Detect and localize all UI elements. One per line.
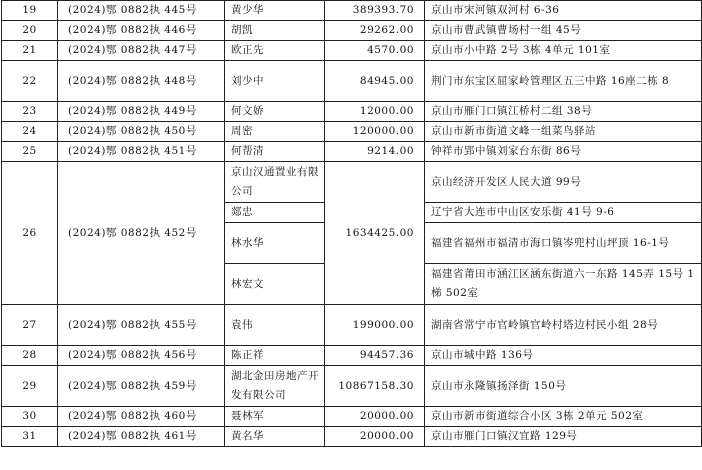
address: 福建省福州市福清市海口镇岑兜村山坪顶 16-1号 bbox=[425, 223, 702, 264]
case-number: (2024)鄂 0882执 446号 bbox=[58, 21, 225, 41]
party-name: 何帮清 bbox=[225, 142, 325, 162]
case-number: (2024)鄂 0882执 445号 bbox=[58, 1, 225, 21]
address: 福建省莆田市涵江区涵东街道六一东路 145弄 15号 1梯 502室 bbox=[425, 264, 702, 305]
party-name: 黄名华 bbox=[225, 427, 325, 447]
row-number: 24 bbox=[2, 122, 58, 142]
amount: 84945.00 bbox=[325, 61, 425, 102]
case-number: (2024)鄂 0882执 448号 bbox=[58, 61, 225, 102]
address: 京山经济开发区人民大道 99号 bbox=[425, 162, 702, 203]
party-name: 聂林军 bbox=[225, 407, 325, 427]
amount: 199000.00 bbox=[325, 305, 425, 346]
case-number: (2024)鄂 0882执 461号 bbox=[58, 427, 225, 447]
party-name: 袁伟 bbox=[225, 305, 325, 346]
amount: 20000.00 bbox=[325, 427, 425, 447]
amount: 1634425.00 bbox=[325, 162, 425, 305]
table-row bbox=[2, 162, 702, 203]
table-row bbox=[2, 102, 702, 122]
address: 辽宁省大连市中山区安乐街 41号 9-6 bbox=[425, 203, 702, 223]
table-row bbox=[2, 1, 702, 21]
amount: 10867158.30 bbox=[325, 366, 425, 407]
case-number: (2024)鄂 0882执 452号 bbox=[58, 162, 225, 305]
party-name: 周密 bbox=[225, 122, 325, 142]
case-number: (2024)鄂 0882执 450号 bbox=[58, 122, 225, 142]
case-number: (2024)鄂 0882执 456号 bbox=[58, 346, 225, 366]
row-number: 31 bbox=[2, 427, 58, 447]
table-row bbox=[2, 366, 702, 407]
table-row bbox=[2, 21, 702, 41]
party-name: 林宏文 bbox=[225, 264, 325, 305]
enforcement-case-table bbox=[1, 0, 702, 447]
table-row bbox=[2, 61, 702, 102]
case-number: (2024)鄂 0882执 449号 bbox=[58, 102, 225, 122]
party-name: 林水华 bbox=[225, 223, 325, 264]
party-name: 陈正祥 bbox=[225, 346, 325, 366]
address: 京山市永隆镇扬泽街 150号 bbox=[425, 366, 702, 407]
party-name: 何文娇 bbox=[225, 102, 325, 122]
row-number: 20 bbox=[2, 21, 58, 41]
case-number: (2024)鄂 0882执 451号 bbox=[58, 142, 225, 162]
address: 京山市雁门口镇江桥村二组 38号 bbox=[425, 102, 702, 122]
address: 京山市宋河镇双河村 6-36 bbox=[425, 1, 702, 21]
table-row bbox=[2, 346, 702, 366]
party-name: 刘少中 bbox=[225, 61, 325, 102]
party-name: 黄少华 bbox=[225, 1, 325, 21]
amount: 20000.00 bbox=[325, 407, 425, 427]
party-name: 湖北金田房地产开发有限公司 bbox=[225, 366, 325, 407]
case-number: (2024)鄂 0882执 460号 bbox=[58, 407, 225, 427]
row-number: 21 bbox=[2, 41, 58, 61]
row-number: 27 bbox=[2, 305, 58, 346]
table-row bbox=[2, 41, 702, 61]
table-row bbox=[2, 142, 702, 162]
table-row bbox=[2, 122, 702, 142]
address: 钟祥市郢中镇刘家台东街 86号 bbox=[425, 142, 702, 162]
table-row bbox=[2, 305, 702, 346]
case-number: (2024)鄂 0882执 455号 bbox=[58, 305, 225, 346]
row-number: 22 bbox=[2, 61, 58, 102]
party-name: 欧正先 bbox=[225, 41, 325, 61]
amount: 9214.00 bbox=[325, 142, 425, 162]
case-number: (2024)鄂 0882执 459号 bbox=[58, 366, 225, 407]
amount: 120000.00 bbox=[325, 122, 425, 142]
table-row bbox=[2, 427, 702, 447]
party-name: 郯忠 bbox=[225, 203, 325, 223]
row-number: 19 bbox=[2, 1, 58, 21]
address: 京山市雁门口镇汉宜路 129号 bbox=[425, 427, 702, 447]
row-number: 30 bbox=[2, 407, 58, 427]
address: 京山市曹武镇曹场村一组 45号 bbox=[425, 21, 702, 41]
party-name: 京山汉通置业有限公司 bbox=[225, 162, 325, 203]
address: 京山市新市街道文峰一组菜鸟驿站 bbox=[425, 122, 702, 142]
table-row bbox=[2, 407, 702, 427]
row-number: 23 bbox=[2, 102, 58, 122]
amount: 4570.00 bbox=[325, 41, 425, 61]
address: 荆门市东宝区屈家岭管理区五三中路 16座二栋 8 bbox=[425, 61, 702, 102]
amount: 94457.36 bbox=[325, 346, 425, 366]
address: 京山市新市街道综合小区 3栋 2单元 502室 bbox=[425, 407, 702, 427]
amount: 389393.70 bbox=[325, 1, 425, 21]
row-number: 26 bbox=[2, 162, 58, 305]
amount: 29262.00 bbox=[325, 21, 425, 41]
case-number: (2024)鄂 0882执 447号 bbox=[58, 41, 225, 61]
row-number: 28 bbox=[2, 346, 58, 366]
address: 京山市小中路 2号 3栋 4单元 101室 bbox=[425, 41, 702, 61]
row-number: 25 bbox=[2, 142, 58, 162]
address: 京山市城中路 136号 bbox=[425, 346, 702, 366]
row-number: 29 bbox=[2, 366, 58, 407]
party-name: 胡凯 bbox=[225, 21, 325, 41]
address: 湖南省常宁市官岭镇官岭村塔边村民小组 28号 bbox=[425, 305, 702, 346]
amount: 12000.00 bbox=[325, 102, 425, 122]
